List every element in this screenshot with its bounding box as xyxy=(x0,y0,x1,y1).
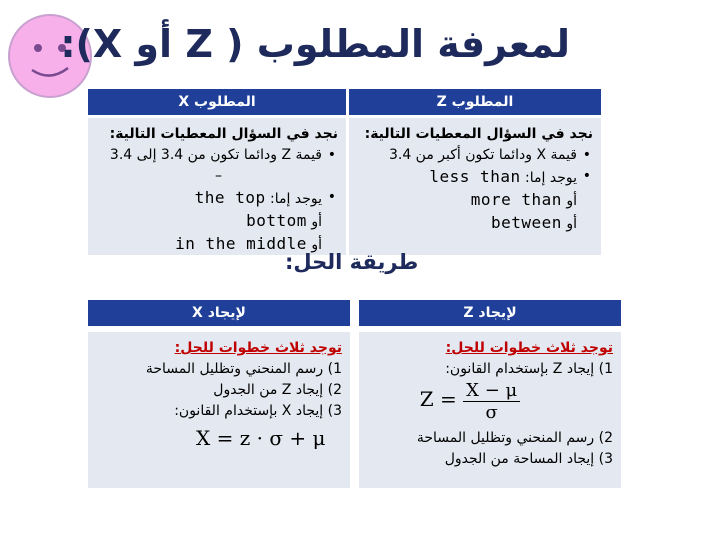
find-x-cell xyxy=(88,332,350,488)
x-step-2: 2) إيجاد Z من الجدول xyxy=(213,382,342,398)
z-item-or1 xyxy=(357,189,577,212)
required-table xyxy=(88,89,601,255)
x-required-cell xyxy=(88,118,346,255)
or-label: أو xyxy=(311,237,322,253)
x-item-or1 xyxy=(96,210,322,233)
x-option-middle: in the middle xyxy=(175,234,307,253)
find-x-header: لإيجاد X xyxy=(88,300,350,326)
or-label: أو xyxy=(566,193,577,209)
z-option-more-than: more than xyxy=(470,190,562,209)
z-required-header: المطلوب Z xyxy=(349,89,601,115)
z-option-less-than: less than xyxy=(429,167,521,186)
solution-table xyxy=(88,300,621,485)
z-step-2: 2) رسم المنحني وتظليل المساحة xyxy=(416,430,613,446)
z-steps-title: توجد ثلاث خطوات للحل: xyxy=(445,340,613,356)
z-option-between: between xyxy=(490,213,562,232)
z-item-or2 xyxy=(357,212,577,235)
x-step-1: 1) رسم المنحني وتظليل المساحة xyxy=(145,361,342,377)
z-options-prefix: يوجد إما: xyxy=(525,170,577,186)
find-z-cell xyxy=(359,332,621,488)
z-intro: نجد في السؤال المعطيات التالية: xyxy=(364,126,593,142)
x-item-dash: – xyxy=(215,168,222,184)
or-label: أو xyxy=(566,216,577,232)
z-step-1: 1) إيجاد Z بإستخدام القانون: xyxy=(445,361,613,377)
z-item-value: • قيمة X ودائما تكون أكبر من 3.4 xyxy=(357,145,577,166)
x-intro: نجد في السؤال المعطيات التالية: xyxy=(109,126,338,142)
x-item-options xyxy=(96,187,322,210)
x-item-value: • قيمة Z ودائما تكون من 3.4 إلى 3.4 xyxy=(96,145,322,166)
z-formula: Z = $\frac{X - \mu}{\sigma}$ xyxy=(367,380,613,428)
z-required-cell xyxy=(349,118,601,255)
find-z-header: لإيجاد Z xyxy=(359,300,621,326)
z-step-3: 3) إيجاد المساحة من الجدول xyxy=(444,451,613,467)
z-item-options xyxy=(357,166,577,189)
or-label: أو xyxy=(311,214,322,230)
x-option-bottom: bottom xyxy=(246,211,307,230)
page-title: لمعرفة المطلوب ( Z أو X): xyxy=(60,22,570,66)
x-options-prefix: يوجد إما: xyxy=(270,191,322,207)
x-option-top: the top xyxy=(194,188,266,207)
x-formula: X = z · σ + μ xyxy=(196,426,326,450)
x-step-3: 3) إيجاد X بإستخدام القانون: xyxy=(174,403,342,419)
method-title: طريقة الحل: xyxy=(285,250,419,274)
x-required-header: المطلوب X xyxy=(88,89,346,115)
x-steps-title: توجد ثلاث خطوات للحل: xyxy=(174,340,342,356)
